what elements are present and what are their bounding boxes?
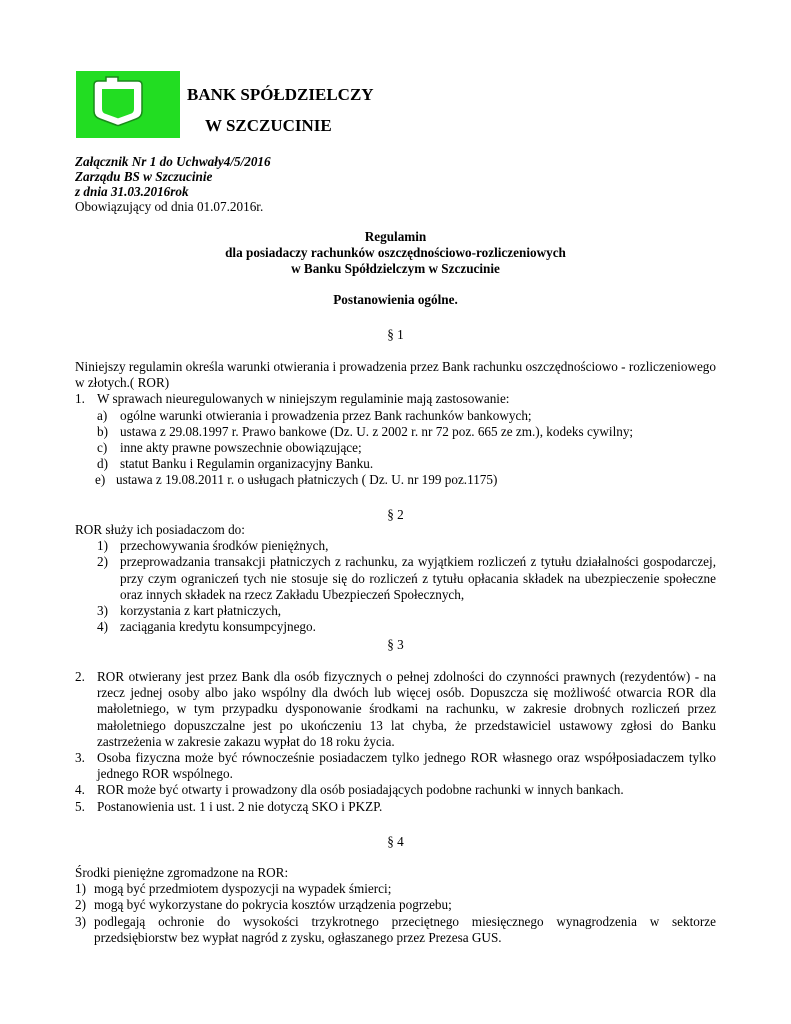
item-text: mogą być przedmiotem dyspozycji na wypadek śmierci;: [94, 881, 392, 897]
item-number: c): [97, 440, 108, 456]
item-text: ustawa z 29.08.1997 r. Prawo bankowe (Dz. U. z 2002 r. nr 72 poz. 665 ze zm.), kodeks cywilny;: [120, 423, 634, 439]
item-text: ROR otwierany jest przez Bank dla osób fizycznych o pełnej zdolności do czynności prawnych (rezydentów) - na rzecz jednej osoby albo jako wspólny dla dwóch lub więcej osób. Dopuszcza się możliwość otwarcia ROR dla małoletniego, w tym przypadku dysponowanie środkami na rachunku, w zakresie drobnych rozliczeń przez małoletniego dopuszczalne jest po ukończeniu 13 lat chyba, że przedstawiciel ustawowy zgłosi do Banku zastrzeżenia w zakresie zakazu wypłat do 18 roku życia.: [97, 669, 716, 749]
item-number: d): [97, 456, 108, 472]
item-number: 2): [75, 897, 86, 913]
document-title: [75, 229, 716, 277]
paragraph-1: [75, 359, 716, 489]
item-text: statut Banku i Regulamin organizacyjny Banku.: [120, 456, 374, 472]
effective-date-line: Obowiązujący od dnia 01.07.2016r.: [75, 199, 264, 214]
document-meta: [75, 154, 271, 214]
bank-logo-icon: [76, 71, 180, 138]
item-number: b): [97, 423, 108, 439]
list-item: [75, 669, 716, 750]
item-text: zaciągania kredytu konsumpcyjnego.: [120, 619, 316, 635]
paragraph-4: [75, 865, 716, 946]
list-item: [75, 897, 716, 913]
list-item: [75, 391, 716, 407]
list-item: [75, 799, 716, 815]
item-number: 1): [97, 538, 108, 554]
item-number: 4.: [75, 782, 85, 798]
list-item: [75, 782, 716, 798]
item-number: 3): [97, 603, 108, 619]
item-text: W sprawach nieuregulowanych w niniejszym regulaminie mają zastosowanie:: [97, 391, 510, 407]
list-item: [75, 538, 716, 554]
paragraph-2-intro: ROR służy ich posiadaczom do:: [75, 522, 245, 537]
item-text: Osoba fizyczna może być równocześnie posiadaczem tylko jednego ROR własnego oraz współposiadaczem tylko jednego ROR wspólnego.: [97, 750, 716, 782]
title-line-1: Regulamin: [364, 229, 427, 244]
item-number: 2): [97, 554, 108, 570]
item-number: 4): [97, 619, 108, 635]
paragraph-mark-2: § 2: [387, 507, 404, 522]
item-number: 3): [75, 913, 86, 929]
list-item: [75, 456, 716, 472]
paragraph-4-intro: Środki pieniężne zgromadzone na ROR:: [75, 865, 289, 880]
item-text: przeprowadzania transakcji płatniczych z rachunku, za wyjątkiem rozliczeń z tytułu działalności gospodarczej, przy czym ograniczeń tych nie stosuje się do rozliczeń z tytułu opłacania składek na ubezpieczenie społeczne oraz innych składek na rzecz Zakładu Ubezpieczeń Społecznych,: [120, 554, 716, 602]
paragraph-3: [75, 669, 716, 815]
attachment-line: Załącznik Nr 1 do Uchwały4/5/2016: [75, 154, 271, 169]
bank-logo: [76, 71, 180, 138]
title-line-2: dla posiadaczy rachunków oszczędnościowo-rozliczeniowych: [225, 245, 566, 260]
section-heading: Postanowienia ogólne.: [333, 292, 458, 307]
item-text: ogólne warunki otwierania i prowadzenia przez Bank rachunków bankowych;: [120, 407, 532, 423]
item-text: inne akty prawne powszechnie obowiązujące;: [120, 440, 362, 456]
item-text: mogą być wykorzystane do pokrycia kosztów urządzenia pogrzebu;: [94, 897, 452, 913]
item-number: 2.: [75, 669, 85, 684]
list-item: [75, 408, 716, 424]
paragraph-mark-1: § 1: [387, 327, 404, 342]
list-item: [75, 750, 716, 782]
list-item: [75, 554, 716, 603]
item-number: a): [97, 407, 108, 423]
item-number: 1.: [75, 391, 85, 407]
paragraph-1-intro: Niniejszy regulamin określa warunki otwierania i prowadzenia przez Bank rachunku oszczędnościowo - rozliczeniowego w złotych.( ROR): [75, 359, 716, 391]
list-item: [75, 914, 716, 946]
item-text: podlegają ochronie do wysokości trzykrotnego przeciętnego miesięcznego wynagrodzenia w sektorze przedsiębiorstw bez wypłat nagród z zysku, ogłaszanego przez Prezesa GUS.: [94, 913, 716, 945]
item-number: 5.: [75, 798, 85, 814]
bank-name: BANK SPÓŁDZIELCZY: [187, 85, 374, 104]
item-text: ustawa z 19.08.2011 r. o usługach płatniczych ( Dz. U. nr 199 poz.1175): [116, 472, 498, 488]
title-line-3: w Banku Spółdzielczym w Szczucinie: [291, 261, 500, 276]
item-text: Postanowienia ust. 1 i ust. 2 nie dotyczą SKO i PKZP.: [97, 798, 383, 814]
paragraph-1-subitems: [75, 408, 716, 489]
item-text: ROR może być otwarty i prowadzony dla osób posiadających podobne rachunki w innych bankach.: [97, 782, 624, 798]
list-item: [75, 603, 716, 619]
date-line: z dnia 31.03.2016rok: [75, 184, 189, 199]
item-number: 3.: [75, 750, 85, 766]
item-text: przechowywania środków pieniężnych,: [120, 538, 329, 554]
item-number: 1): [75, 881, 86, 897]
paragraph-mark-4: § 4: [387, 834, 404, 849]
list-item: [75, 424, 716, 440]
item-number: e): [95, 472, 106, 488]
list-item: [75, 881, 716, 897]
list-item: [75, 472, 716, 488]
board-line: Zarządu BS w Szczucinie: [75, 169, 213, 184]
bank-city: W SZCZUCINIE: [205, 116, 332, 135]
list-item: [75, 619, 716, 635]
item-text: korzystania z kart płatniczych,: [120, 603, 282, 619]
list-item: [75, 440, 716, 456]
paragraph-2: [75, 522, 716, 635]
paragraph-mark-3: § 3: [387, 637, 404, 652]
